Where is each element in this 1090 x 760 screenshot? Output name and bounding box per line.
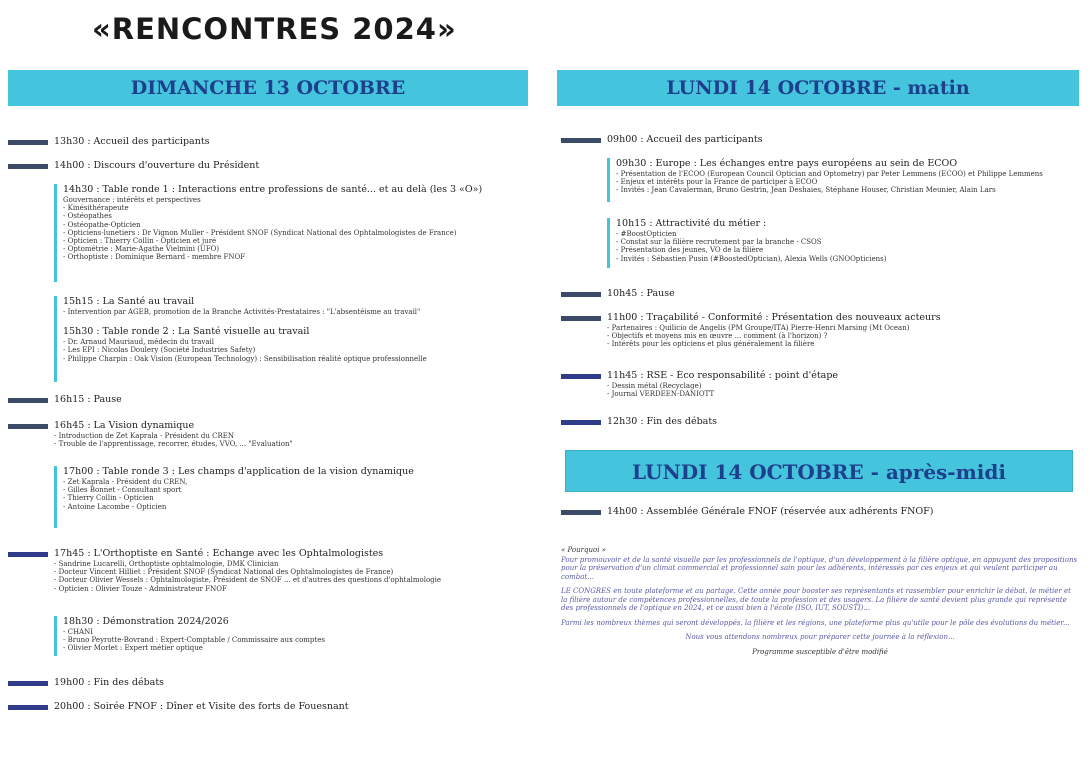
- item-marker: [561, 374, 601, 379]
- item-title: 15h30 : Table ronde 2 : La Santé visuelle au travail: [63, 326, 310, 338]
- schedule-block: [54, 616, 536, 656]
- item-detail: - Bruno Peyrotte-Bovrand : Expert-Comptable / Commissaire aux comptes: [63, 636, 325, 645]
- item-detail: - Thierry Collin - Opticien: [63, 494, 154, 503]
- item-detail: - Gilles Bonnet - Consultant sport: [63, 486, 182, 495]
- item-marker: [561, 138, 601, 143]
- item-detail: - Dessin métal (Recyclage): [607, 382, 702, 390]
- schedule-block: [54, 296, 536, 382]
- item-title: 18h30 : Démonstration 2024/2026: [63, 616, 229, 627]
- monday-morning-banner: LUNDI 14 OCTOBRE - matin: [557, 70, 1079, 106]
- item-detail: - Docteur Olivier Wessels : Ophtalmologiste, Président de SNOF ... et d'autres des questions d'ophtalmologie: [54, 576, 442, 585]
- item-details: [607, 382, 1079, 398]
- item-detail: - Journal VERDEEN-DANIOTT: [607, 390, 715, 399]
- item-title: 16h45 : La Vision dynamique: [54, 420, 195, 431]
- item-detail: - Présentation de l'ECOO (European Council Optician and Optometry) par Peter Lemmens (ECOO) et Philippe Lemmens: [616, 170, 1043, 178]
- item-title: 09h00 : Accueil des participants: [607, 134, 763, 145]
- item-marker: [8, 681, 48, 686]
- item-detail: - Invités : Jean Cavalerman, Bruno Gestrin, Jean Deshaies, Stéphane Houser, Christian Meunier, Alain Lars: [616, 186, 996, 195]
- item-detail: Gouvernance : intérêts et perspectives: [63, 196, 201, 204]
- item-title: 11h45 : RSE - Éco responsabilité : point d'étape: [607, 370, 839, 381]
- notes-paragraph: LE CONGRES en toute plateforme et au partage. Cette année pour booster ses représentants et rassembler pour enrichir le débat, le métier et la filière autour de compétences professionnelles, de toute la profession et des usagers. La filière de santé devient plus grande qui représente des professionnels de l'optique en 2024, et ce aussi bien à l'école (ISO, IUT, SOUSTI)...: [561, 587, 1071, 612]
- schedule-block: [54, 466, 536, 528]
- item-detail: - Philippe Charpin : Oak Vision (European Technology) : Sensibilisation réalité optique professionnelle: [63, 354, 427, 363]
- item-title: 11h00 : Traçabilité - Conformité : Présentation des nouveaux acteurs: [607, 312, 941, 323]
- item-detail: - Ostéopathes: [63, 212, 112, 221]
- monday-afternoon-banner: LUNDI 14 OCTOBRE - après-midi: [565, 450, 1073, 492]
- schedule-block: [607, 158, 1079, 202]
- sunday-banner: DIMANCHE 13 OCTOBRE: [8, 70, 528, 106]
- item-detail: - Optométrie : Marie-Agathe Vielmini (UFO): [63, 245, 220, 254]
- item-marker: [8, 140, 48, 145]
- item-detail: - Ostéopathe-Opticien: [63, 220, 141, 229]
- item-detail: - Introduction de Zet Kaprala - Président du CREN: [54, 432, 234, 440]
- item-detail: - Objectifs et moyens mis en œuvre ... comment (à l'horizon) ?: [607, 332, 828, 341]
- item-title: 17h00 : Table ronde 3 : Les champs d'application de la vision dynamique: [63, 466, 414, 477]
- page-title: «RENCONTRES 2024»: [92, 12, 457, 46]
- item-detail: - Antoine Lacombe - Opticien: [63, 502, 167, 511]
- item-detail: - Présentation des jeunes, VO de la filière: [616, 246, 764, 255]
- item-detail: - Intérêts pour les opticiens et plus généralement la filière: [607, 340, 815, 349]
- item-title: 09h30 : Europe : Les échanges entre pays européens au sein de ECOO: [616, 158, 958, 169]
- item-detail: - Docteur Vincent Hilliet : Président SNOF (Syndicat National des Ophtalmologistes de France): [54, 568, 394, 577]
- item-detail: - Kinésithérapeute: [63, 204, 129, 213]
- item-marker: [561, 510, 601, 515]
- notes-label: « Pourquoi »: [561, 546, 606, 554]
- item-detail: - Invités : Sébastien Pusin (#BoostedOptician), Alexia Wells (GNOOpticiens): [616, 254, 887, 263]
- item-detail: - Orthoptiste : Dominique Bernard - membre FNOF: [63, 253, 246, 262]
- item-details: [54, 432, 536, 448]
- item-title: 10h45 : Pause: [607, 288, 675, 299]
- item-detail: - Dr. Arnaud Mauriaud, médecin du travail: [63, 338, 215, 347]
- notes-paragraph: Parmi les nombreux thèmes qui seront développés, la filière et les régions, une plateforme plus qu'utile pour le pôle des évolutions du métier...: [561, 618, 1070, 627]
- item-title: 10h15 : Attractivité du métier :: [616, 218, 767, 229]
- schedule-block: [607, 218, 1079, 268]
- item-marker: [8, 164, 48, 169]
- item-title: 12h30 : Fin des débats: [607, 416, 718, 427]
- item-detail: - CHANI: [63, 628, 93, 636]
- item-marker: [561, 316, 601, 321]
- item-details: [54, 560, 536, 593]
- notes-paragraph: Pour promouvoir et de la santé visuelle par les professionnels de l'optique, d'un développement à la filière optique, en appuyant des propositions pour la préservation d'un climat commercial et professionnel sain pour les adhérents, intéressés par ces enjeux et qui veulent participer au combat...: [561, 555, 1078, 581]
- item-title: 13h30 : Accueil des participants: [54, 136, 210, 147]
- item-title: 14h00 : Assemblée Générale FNOF (réservée aux adhérents FNOF): [607, 506, 934, 517]
- item-detail: - Sandrine Lucarelli, Orthoptiste ophtalmologie, DMK Clinician: [54, 560, 279, 568]
- item-detail: - Opticiens-lunetiers : Dr Vignon Muller - Président SNOF (Syndicat National des Ophtalmologistes de France): [63, 228, 457, 237]
- item-marker: [561, 292, 601, 297]
- item-marker: [8, 705, 48, 710]
- item-detail: - Les EPI : Nicolas Doulery (Société Industries Safety): [63, 346, 256, 355]
- item-title: 14h30 : Table ronde 1 : Interactions entre professions de santé... et au delà (les 3 «O»): [63, 184, 483, 195]
- item-marker: [8, 552, 48, 557]
- item-title: 16h15 : Pause: [54, 394, 122, 405]
- congress-notes: [561, 546, 1079, 662]
- item-detail: - Enjeux et intérêts pour la France de participer à ECOO: [616, 178, 818, 187]
- item-title: 17h45 : L'Orthoptiste en Santé : Échange avec les Ophtalmologistes: [54, 548, 384, 559]
- item-marker: [8, 424, 48, 429]
- item-title: 14h00 : Discours d'ouverture du Président: [54, 160, 260, 171]
- item-marker: [561, 420, 601, 425]
- item-title: 19h00 : Fin des débats: [54, 677, 165, 688]
- item-marker: [8, 398, 48, 403]
- item-title: 15h15 : La Santé au travail: [63, 296, 195, 307]
- notes-closing: Nous vous attendons nombreux pour préparer cette journée à la réflexion...: [685, 633, 955, 641]
- notes-footer: Programme susceptible d'être modifié: [752, 647, 888, 656]
- item-detail: - Olivier Morlet : Expert métier optique: [63, 644, 203, 653]
- item-title: 20h00 : Soirée FNOF : Dîner et Visite des forts de Fouesnant: [54, 701, 349, 712]
- item-detail: - Opticien : Thierry Collin - Opticien et juré: [63, 237, 217, 246]
- item-detail: - Intervention par AGEB, promotion de la Branche Activités-Prestataires : "L'absentéisme au travail": [63, 308, 421, 316]
- item-detail: - Zet Kaprala - Président du CREN,: [63, 478, 188, 486]
- item-detail: - Constat sur la filière recrutement par la branche - CSOS: [616, 238, 822, 247]
- item-detail: - Trouble de l'apprentissage, recorrer, études, VVO, ... "Evaluation": [54, 440, 293, 449]
- item-details: [607, 324, 1079, 349]
- item-detail: - Opticien : Olivier Touze - Administrateur FNOF: [54, 584, 227, 593]
- schedule-block: [54, 184, 536, 282]
- item-detail: - #BoostOpticien: [616, 230, 677, 238]
- item-detail: - Partenaires : Quilicio de Angelis (PM Groupe/ITA) Pierre-Henri Marsing (Mt Ocean): [607, 324, 910, 332]
